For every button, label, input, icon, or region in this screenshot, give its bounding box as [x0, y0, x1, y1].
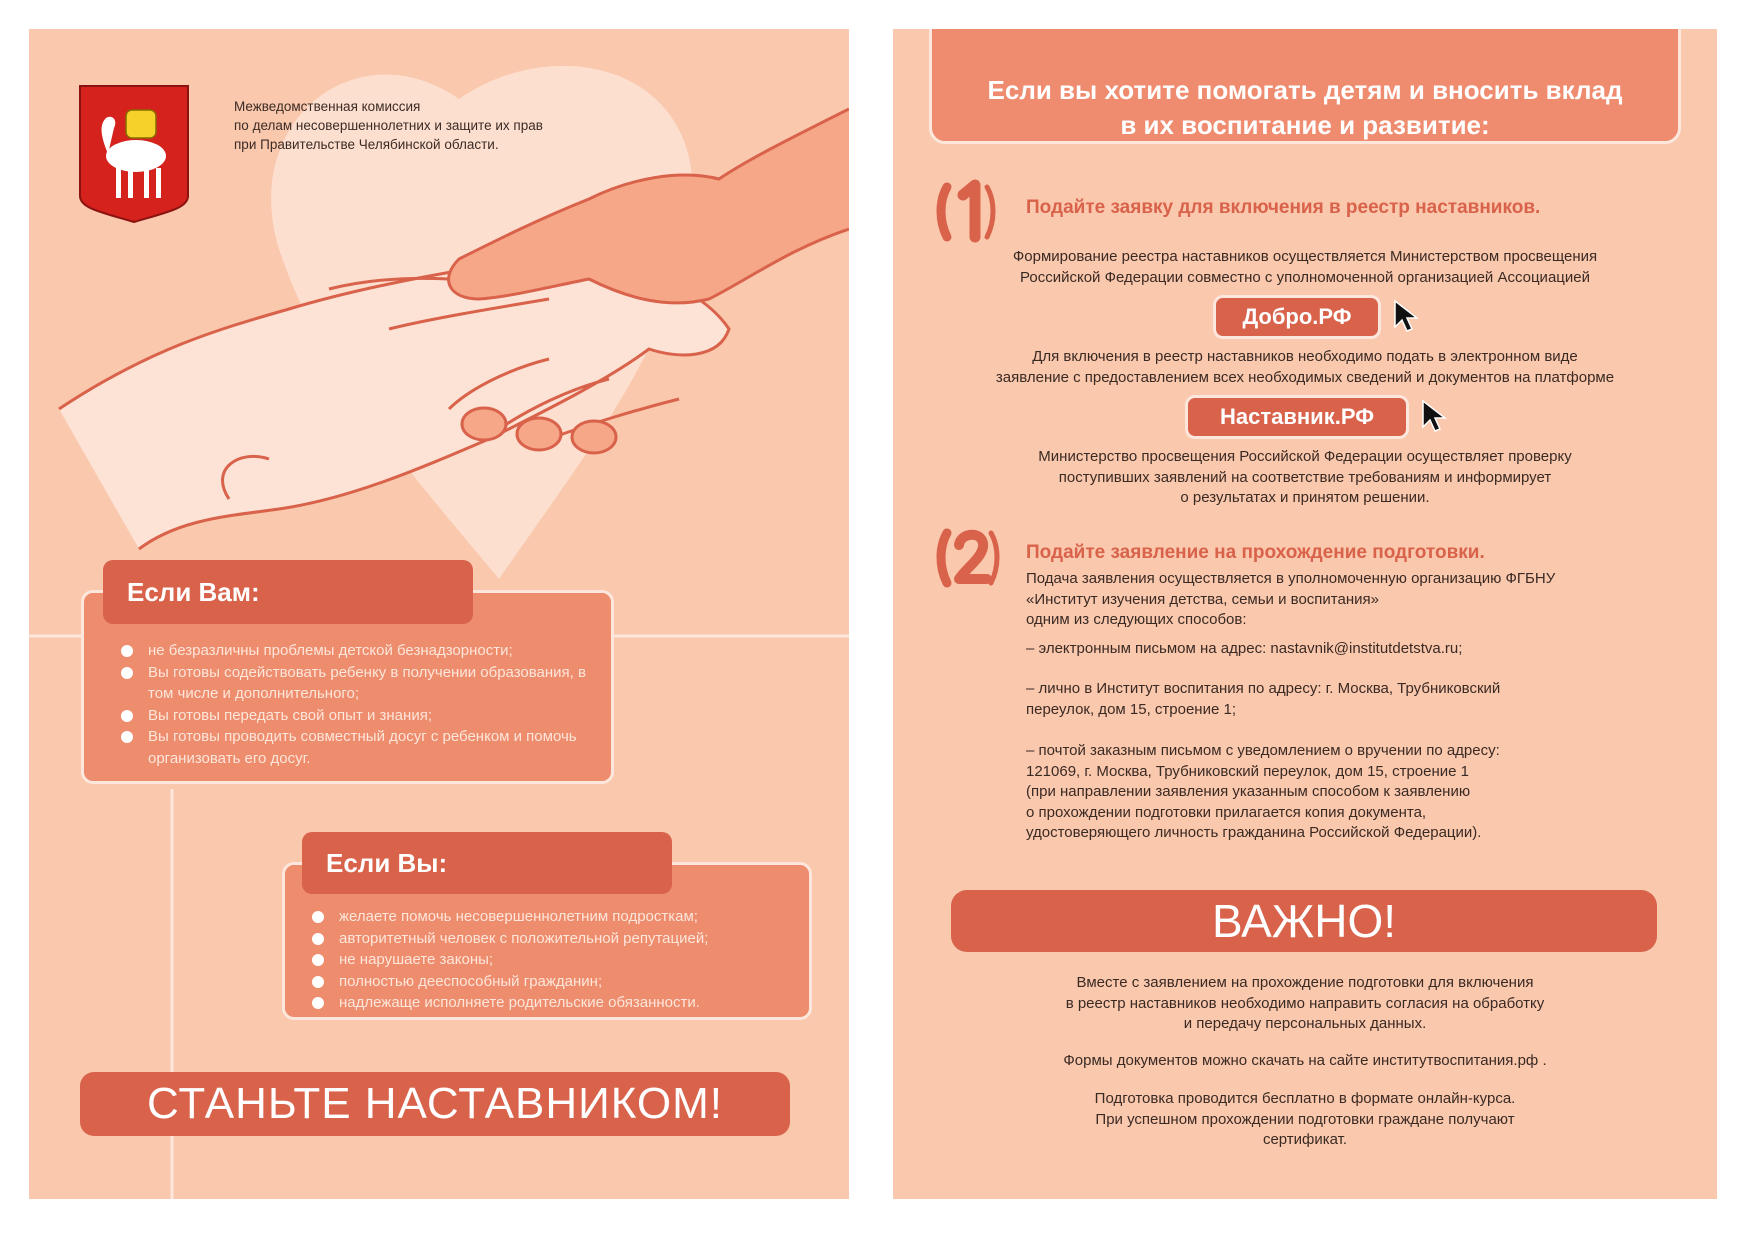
page-title — [929, 73, 1681, 143]
text-line: Подготовка проводится бесплатно в формате онлайн-курса. — [1094, 1090, 1516, 1107]
step-2-title: Подайте заявление на прохождение подготовки. — [1026, 542, 1485, 563]
become-mentor-banner: СТАНЬТЕ НАСТАВНИКОМ! — [80, 1072, 790, 1136]
important-banner: ВАЖНО! — [951, 890, 1657, 952]
documents-download-note: Формы документов можно скачать на сайте институтвоспитания.рф . — [1063, 1052, 1547, 1069]
step-1-paragraph — [893, 447, 1717, 509]
text-line: удостоверяющего личность гражданина Российской Федерации). — [1026, 824, 1482, 841]
left-page — [29, 29, 849, 1199]
list-item: Вы готовы проводить совместный досуг с ребенком и помочь организовать его досуг. — [121, 726, 611, 769]
text-line: 121069, г. Москва, Трубниковский переулок, дом 15, строение 1 — [1026, 762, 1470, 780]
text-line: – почтой заказным письмом с уведомлением о вручении по адресу: — [1026, 742, 1500, 759]
list-item: не нарушаете законы; — [312, 949, 812, 971]
organization-line: при Правительстве Челябинской области. — [234, 137, 499, 152]
list-item: авторитетный человек с положительной репутацией; — [312, 928, 812, 950]
step-1-number — [933, 177, 1001, 245]
dobro-rf-button[interactable]: Добро.РФ — [1213, 295, 1381, 339]
text-line: – лично в Институт воспитания по адресу: г. Москва, Трубниковский — [1026, 680, 1501, 697]
list-item: не безразличны проблемы детской безнадзорности; — [121, 640, 611, 662]
vam-conditions-list — [121, 640, 611, 769]
vam-heading: Если Вам: — [103, 560, 473, 624]
submission-way-email: – электронным письмом на адрес: nastavnik@institutdetstva.ru; — [1026, 640, 1463, 657]
step-1-paragraph — [893, 247, 1717, 288]
title-line: в их воспитание и развитие: — [1120, 110, 1490, 140]
text-line: «Институт изучения детства, семьи и воспитания» — [1026, 590, 1379, 608]
text-line: переулок, дом 15, строение 1; — [1026, 700, 1236, 718]
chelyabinsk-emblem — [78, 84, 190, 224]
submission-way-in-person — [1026, 679, 1706, 720]
cursor-icon — [1393, 299, 1419, 333]
text-line: одним из следующих способов: — [1026, 611, 1247, 628]
title-line: Если вы хотите помогать детям и вносить вклад — [987, 75, 1623, 105]
important-paragraph — [893, 973, 1717, 1035]
step-1-paragraph — [893, 347, 1717, 388]
text-line: заявление с предоставлением всех необходимых сведений и документов на платформе — [995, 368, 1615, 386]
list-item: Вы готовы содействовать ребенку в получении образования, в том числе и дополнительного; — [121, 662, 611, 705]
list-item: Вы готовы передать свой опыт и знания; — [121, 705, 611, 727]
text-line: Подача заявления осуществляется в уполномоченную организацию ФГБНУ — [1026, 570, 1556, 587]
text-line: Министерство просвещения Российской Федерации осуществляет проверку — [1038, 448, 1572, 465]
organization-line: по делам несовершеннолетних и защите их прав — [234, 118, 543, 133]
cursor-icon — [1421, 399, 1447, 433]
right-page — [893, 29, 1717, 1199]
text-line: Российской Федерации совместно с уполномоченной организацией Ассоциацией — [1020, 268, 1590, 286]
text-line: При успешном прохождении подготовки граждане получают — [1095, 1110, 1515, 1128]
step-2-number — [933, 523, 1001, 591]
text-line: (при направлении заявления указанным способом к заявлению — [1026, 783, 1471, 800]
step-1-title: Подайте заявку для включения в реестр наставников. — [1026, 197, 1541, 218]
training-info-paragraph — [893, 1089, 1717, 1151]
step-2-intro — [1026, 569, 1706, 631]
text-line: сертификат. — [1262, 1131, 1348, 1148]
text-line: о результатах и принятом решении. — [1180, 489, 1430, 506]
vy-conditions-list — [312, 906, 812, 1014]
submission-way-mail — [1026, 741, 1706, 844]
text-line: в реестр наставников необходимо направить согласия на обработку — [1065, 994, 1545, 1012]
list-item: желаете помочь несовершеннолетним подросткам; — [312, 906, 812, 928]
organization-name — [234, 97, 664, 154]
text-line: о прохождении подготовки прилагается копия документа, — [1026, 803, 1427, 821]
text-line: поступивших заявлений на соответствие требованиям и информирует — [1058, 468, 1552, 486]
list-item: надлежаще исполняете родительские обязанности. — [312, 992, 812, 1014]
text-line: Для включения в реестр наставников необходимо подать в электронном виде — [1032, 348, 1578, 365]
vy-heading: Если Вы: — [302, 832, 672, 894]
list-item: полностью дееспособный гражданин; — [312, 971, 812, 993]
organization-line: Межведомственная комиссия — [234, 99, 421, 114]
nastavnik-rf-button[interactable]: Наставник.РФ — [1185, 395, 1409, 439]
text-line: Вместе с заявлением на прохождение подготовки для включения — [1076, 974, 1534, 991]
text-line: Формирование реестра наставников осуществляется Министерством просвещения — [1012, 248, 1598, 265]
text-line: и передачу персональных данных. — [1183, 1015, 1427, 1032]
